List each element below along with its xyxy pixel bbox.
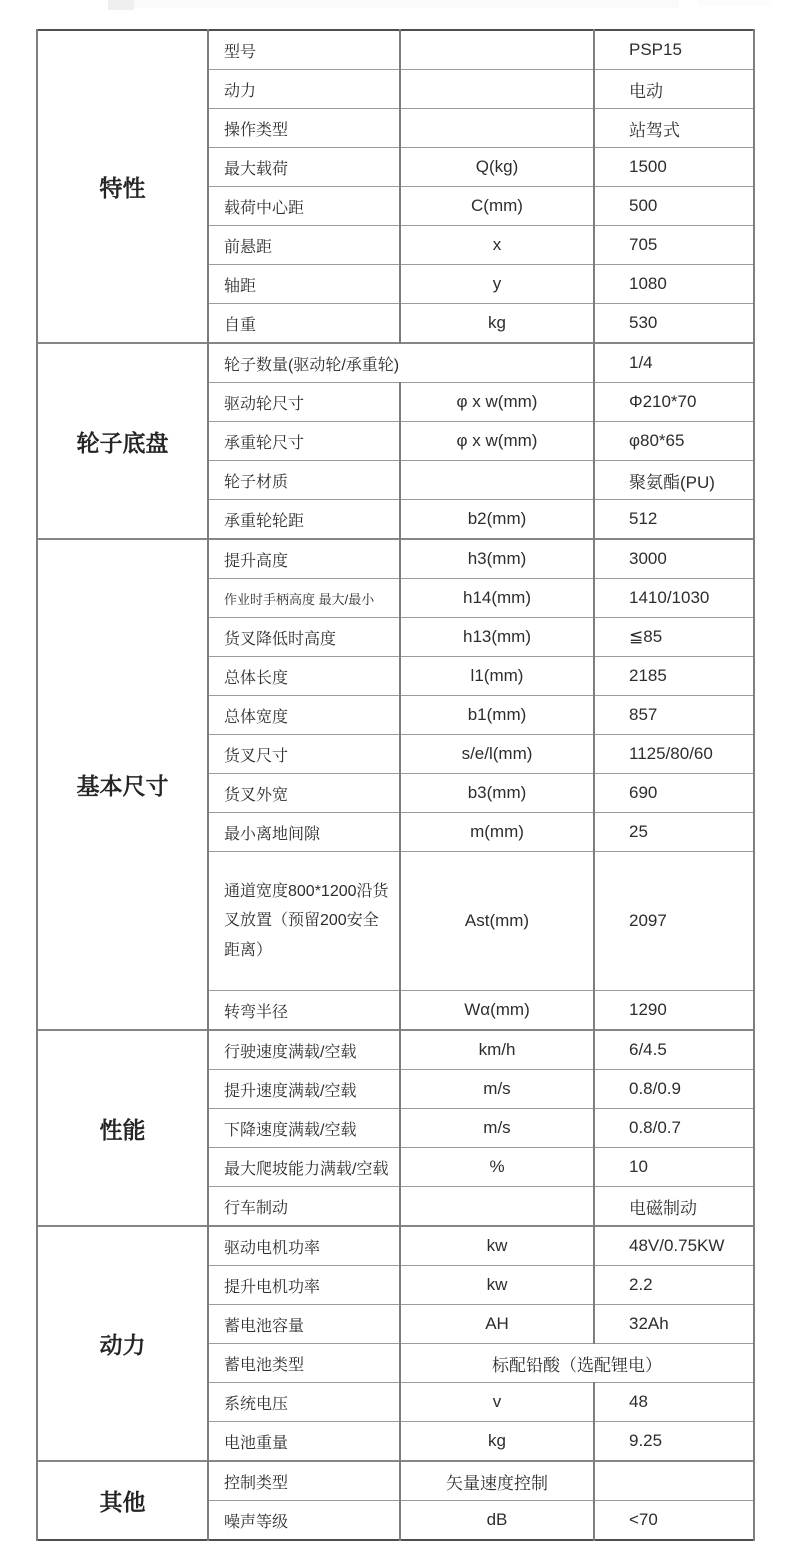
spec-value-cell: 25 [594, 813, 754, 852]
spec-value-cell: 530 [594, 304, 754, 344]
spec-symbol-cell: kw [400, 1266, 594, 1305]
spec-value-cell: 聚氨酯(PU) [594, 461, 754, 500]
spec-row [37, 1030, 754, 1070]
spec-value-cell: 690 [594, 774, 754, 813]
spec-label-cell: 货叉外宽 [208, 774, 400, 813]
spec-symbol-cell: m/s [400, 1070, 594, 1109]
spec-value-cell: 2185 [594, 657, 754, 696]
spec-label-cell: 系统电压 [208, 1383, 400, 1422]
spec-label-cell: 通道宽度800*1200沿货叉放置（预留200安全距离） [208, 852, 400, 991]
section-category-cell: 动力 [37, 1226, 208, 1461]
spec-symbol-cell: b3(mm) [400, 774, 594, 813]
spec-label-cell: 蓄电池类型 [208, 1344, 400, 1383]
spec-symbol-cell: 矢量速度控制 [400, 1461, 594, 1501]
spec-label-cell: 行驶速度满载/空载 [208, 1030, 400, 1070]
spec-value-cell: 3000 [594, 539, 754, 579]
spec-symbol-cell: m/s [400, 1109, 594, 1148]
spec-label-cell: 货叉尺寸 [208, 735, 400, 774]
spec-label-cell: 行车制动 [208, 1187, 400, 1227]
spec-symbol-cell: v [400, 1383, 594, 1422]
spec-symbol-cell: AH [400, 1305, 594, 1344]
spec-symbol-cell: kw [400, 1226, 594, 1266]
spec-label-cell: 提升速度满载/空载 [208, 1070, 400, 1109]
spec-symbol-cell: l1(mm) [400, 657, 594, 696]
spec-symbol-cell [400, 30, 594, 70]
spec-label-cell: 驱动轮尺寸 [208, 383, 400, 422]
spec-value-cell: PSP15 [594, 30, 754, 70]
spec-symbol-cell: x [400, 226, 594, 265]
spec-value-cell: ≦85 [594, 618, 754, 657]
spec-symbol-cell: h13(mm) [400, 618, 594, 657]
spec-symbol-cell: s/e/l(mm) [400, 735, 594, 774]
spec-label-cell: 提升电机功率 [208, 1266, 400, 1305]
spec-value-cell: 0.8/0.9 [594, 1070, 754, 1109]
spec-symbol-cell: Ast(mm) [400, 852, 594, 991]
spec-label-cell: 下降速度满载/空载 [208, 1109, 400, 1148]
spec-symbol-cell: % [400, 1148, 594, 1187]
spec-value-cell: 6/4.5 [594, 1030, 754, 1070]
spec-row [37, 343, 754, 383]
spec-symbol-cell: φ x w(mm) [400, 383, 594, 422]
spec-symbol-cell [400, 1187, 594, 1227]
spec-symbol-cell: Wα(mm) [400, 991, 594, 1031]
spec-value-cell: 1500 [594, 148, 754, 187]
spec-value-cell: 9.25 [594, 1422, 754, 1462]
spec-label-cell: 承重轮轮距 [208, 500, 400, 540]
spec-symbol-cell: km/h [400, 1030, 594, 1070]
section-category-cell: 性能 [37, 1030, 208, 1226]
spec-label-cell: 蓄电池容量 [208, 1305, 400, 1344]
spec-value-cell: 705 [594, 226, 754, 265]
spec-value-cell: 32Ah [594, 1305, 754, 1344]
spec-value-cell: 48V/0.75KW [594, 1226, 754, 1266]
spec-value-cell: 1290 [594, 991, 754, 1031]
spec-symbol-cell [400, 109, 594, 148]
spec-value-cell: 0.8/0.7 [594, 1109, 754, 1148]
spec-symbol-cell: y [400, 265, 594, 304]
cropped-image-remnant [134, 0, 679, 8]
section-category-cell: 特性 [37, 30, 208, 343]
spec-label-cell: 转弯半径 [208, 991, 400, 1031]
spec-symbol-cell: φ x w(mm) [400, 422, 594, 461]
spec-label-cell: 最大爬坡能力满载/空载 [208, 1148, 400, 1187]
spec-row [37, 1226, 754, 1266]
spec-label-cell: 前悬距 [208, 226, 400, 265]
spec-label-cell: 承重轮尺寸 [208, 422, 400, 461]
spec-label-cell: 轴距 [208, 265, 400, 304]
spec-value-cell: φ80*65 [594, 422, 754, 461]
spec-value-cell: Φ210*70 [594, 383, 754, 422]
spec-label-cell: 轮子数量(驱动轮/承重轮) [208, 343, 594, 383]
spec-label-cell: 电池重量 [208, 1422, 400, 1462]
spec-symbol-cell: b2(mm) [400, 500, 594, 540]
spec-label-cell: 驱动电机功率 [208, 1226, 400, 1266]
spec-label-cell: 操作类型 [208, 109, 400, 148]
spec-symbol-cell: m(mm) [400, 813, 594, 852]
spec-value-cell: 10 [594, 1148, 754, 1187]
spec-symbol-cell: b1(mm) [400, 696, 594, 735]
spec-table-body [37, 30, 754, 1540]
spec-symbol-cell: h14(mm) [400, 579, 594, 618]
spec-label-cell: 自重 [208, 304, 400, 344]
spec-value-cell: 2.2 [594, 1266, 754, 1305]
spec-label-cell: 噪声等级 [208, 1501, 400, 1541]
spec-symbol-cell: dB [400, 1501, 594, 1541]
spec-label-cell: 作业时手柄高度 最大/最小 [208, 579, 400, 618]
spec-label-cell: 提升高度 [208, 539, 400, 579]
spec-label-cell: 货叉降低时高度 [208, 618, 400, 657]
spec-label-cell: 总体宽度 [208, 696, 400, 735]
cropped-image-remnant [108, 0, 134, 10]
spec-table [36, 29, 755, 1541]
spec-symbol-cell: kg [400, 1422, 594, 1462]
spec-label-cell: 载荷中心距 [208, 187, 400, 226]
spec-symbol-cell: 标配铅酸（选配锂电） [400, 1344, 754, 1383]
section-category-cell: 轮子底盘 [37, 343, 208, 539]
spec-symbol-cell [400, 461, 594, 500]
spec-row [37, 30, 754, 70]
spec-value-cell [594, 1461, 754, 1501]
spec-label-cell: 控制类型 [208, 1461, 400, 1501]
spec-label-cell: 动力 [208, 70, 400, 109]
spec-value-cell: 857 [594, 696, 754, 735]
spec-value-cell: 48 [594, 1383, 754, 1422]
section-category-cell: 基本尺寸 [37, 539, 208, 1030]
spec-label-cell: 总体长度 [208, 657, 400, 696]
spec-label-cell: 型号 [208, 30, 400, 70]
spec-value-cell: 512 [594, 500, 754, 540]
spec-label-cell: 最大载荷 [208, 148, 400, 187]
spec-value-cell: 2097 [594, 852, 754, 991]
spec-value-cell: 1125/80/60 [594, 735, 754, 774]
spec-symbol-cell: h3(mm) [400, 539, 594, 579]
spec-label-cell: 最小离地间隙 [208, 813, 400, 852]
spec-value-cell: 电动 [594, 70, 754, 109]
spec-value-cell: 1410/1030 [594, 579, 754, 618]
spec-value-cell: 1080 [594, 265, 754, 304]
spec-symbol-cell [400, 70, 594, 109]
section-category-cell: 其他 [37, 1461, 208, 1540]
cropped-image-remnant [698, 0, 772, 6]
spec-value-cell: 500 [594, 187, 754, 226]
spec-symbol-cell: kg [400, 304, 594, 344]
spec-label-cell: 轮子材质 [208, 461, 400, 500]
spec-value-cell: 站驾式 [594, 109, 754, 148]
spec-row [37, 539, 754, 579]
spec-symbol-cell: Q(kg) [400, 148, 594, 187]
spec-value-cell: 1/4 [594, 343, 754, 383]
spec-value-cell: <70 [594, 1501, 754, 1541]
spec-value-cell: 电磁制动 [594, 1187, 754, 1227]
spec-row [37, 1461, 754, 1501]
spec-symbol-cell: C(mm) [400, 187, 594, 226]
